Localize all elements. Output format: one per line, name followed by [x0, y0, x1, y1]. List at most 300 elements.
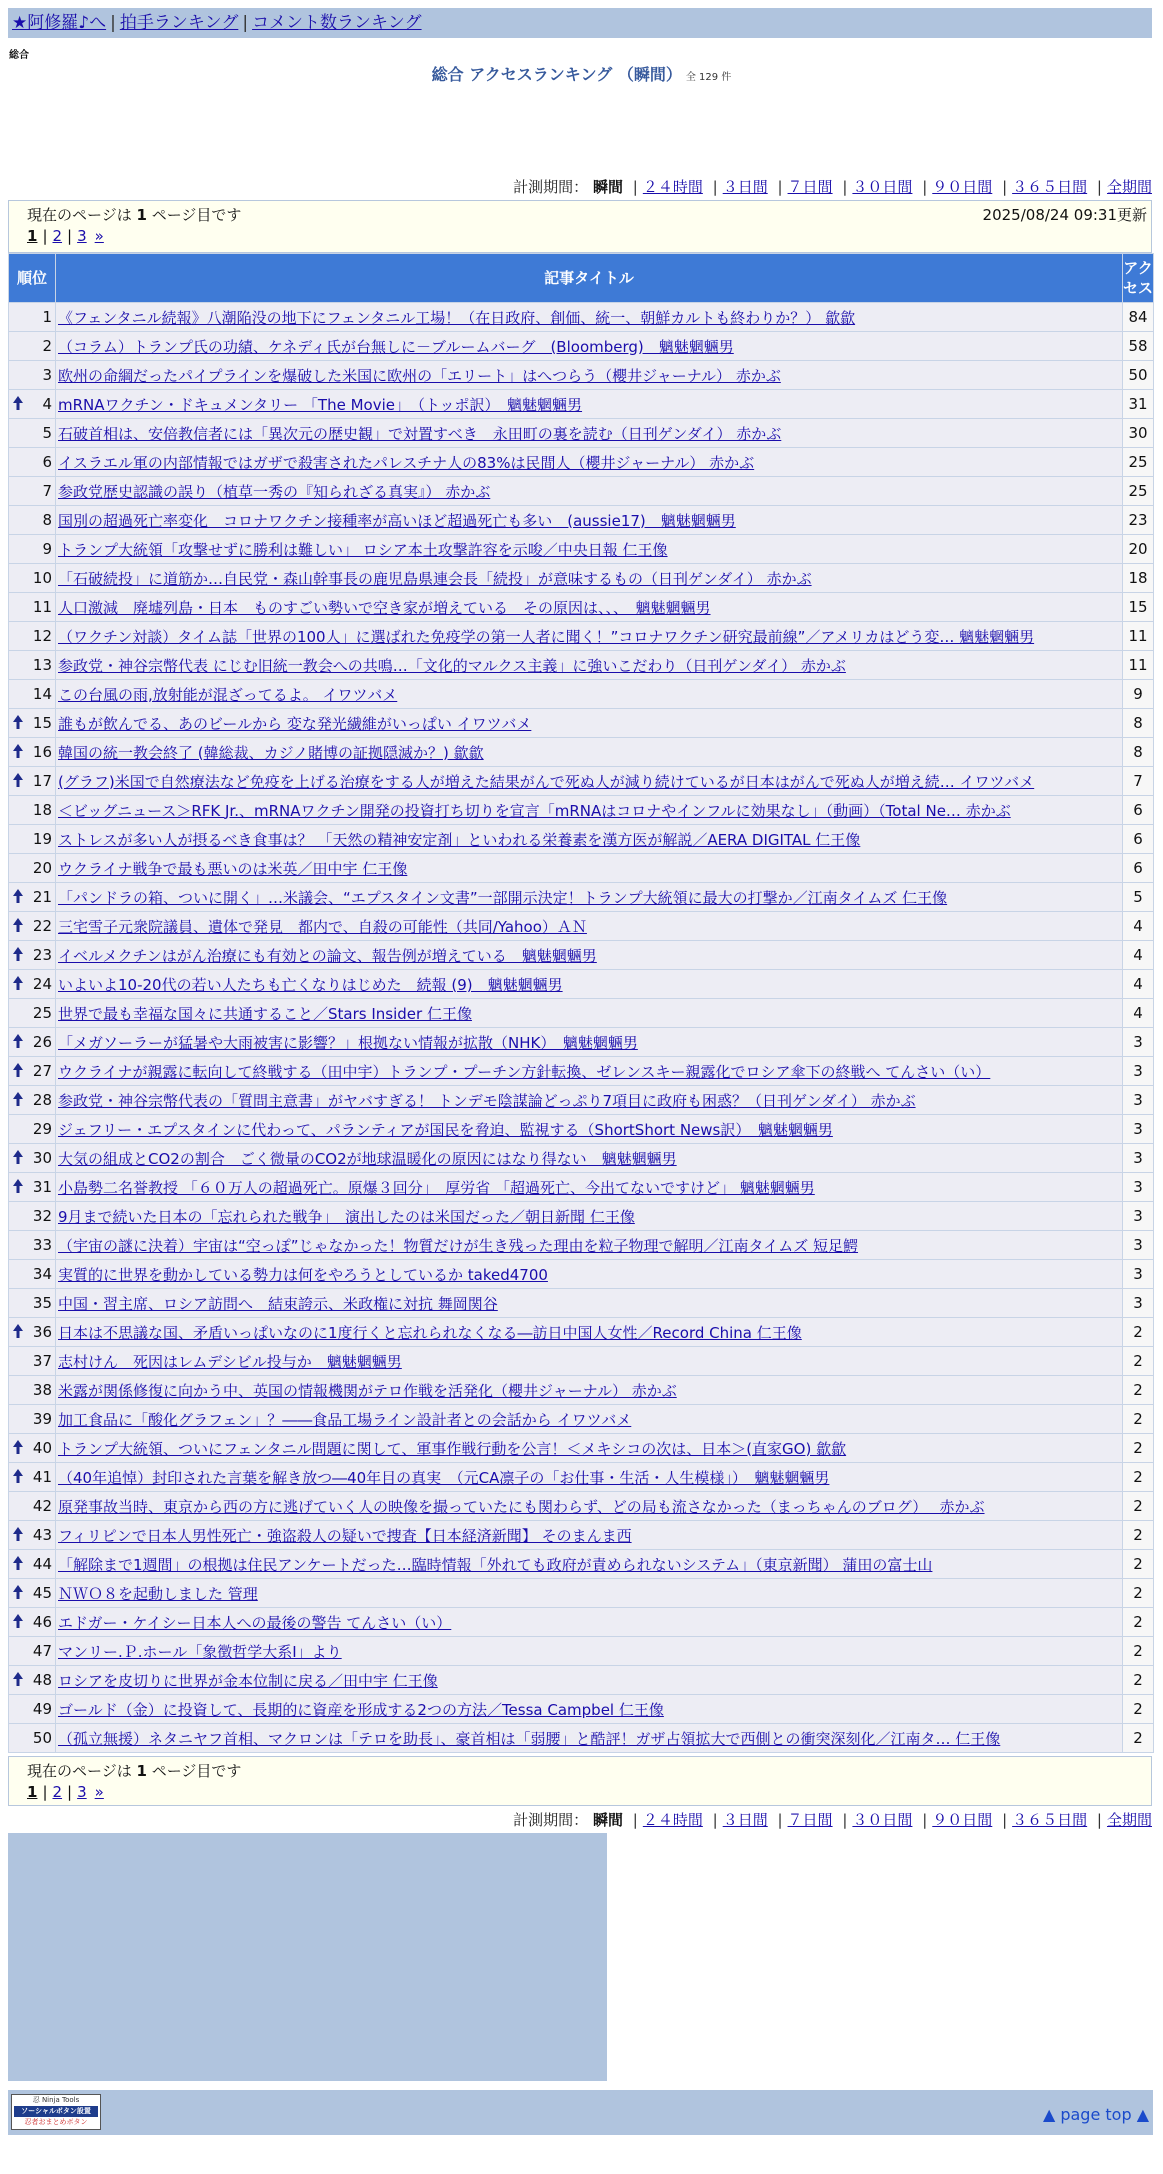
table-row [9, 1405, 1154, 1434]
access-count: 4 [1123, 970, 1154, 999]
rank-number: 3 [42, 366, 52, 384]
pager-current: 1 [27, 227, 38, 245]
table-row [9, 506, 1154, 535]
rank-cell [9, 1405, 56, 1434]
table-row [9, 854, 1154, 883]
rank-cell [9, 622, 56, 651]
rank-cell [9, 1057, 56, 1086]
article-title-link[interactable]: 人口激減 廃墟列島・日本 ものすごい勢いで空き家が増えている その原因は、、、 魑魅魍魎男 [58, 598, 711, 617]
rank-up-arrow-icon [12, 1033, 24, 1049]
rank-number: 38 [32, 1381, 52, 1399]
header-rank: 順位 [9, 254, 56, 303]
rank-cell [9, 332, 56, 361]
rank-up-arrow-icon [12, 1178, 24, 1194]
table-row [9, 1695, 1154, 1724]
nav-separator: | [242, 13, 249, 33]
rank-cell [9, 1637, 56, 1666]
rank-cell [9, 1695, 56, 1724]
rank-cell [9, 854, 56, 883]
table-row [9, 1492, 1154, 1521]
period-option-all[interactable]: 全期間 [1106, 1811, 1152, 1829]
page-info-bottom [8, 1756, 1152, 1806]
article-title-link[interactable]: 「パンドラの箱、ついに開く」…米議会、“エプスタイン文書”一部開示決定！トランプ大統領に最大の打撃か／江南タイムズ 仁王像 [58, 888, 948, 907]
table-row [9, 448, 1154, 477]
access-count: 3 [1123, 1115, 1154, 1144]
period-selector-bottom [513, 1809, 1152, 1830]
table-row [9, 1376, 1154, 1405]
article-title-link[interactable]: 世界で最も幸福な国々に共通すること／Stars Insider 仁王像 [58, 1004, 472, 1023]
table-row [9, 1579, 1154, 1608]
rank-cell [9, 680, 56, 709]
rank-number: 36 [32, 1323, 52, 1341]
period-option-30d[interactable]: ３０日間 [852, 1811, 913, 1829]
rank-number: 35 [32, 1294, 52, 1312]
rank-up-arrow-icon [12, 917, 24, 933]
access-count: 3 [1123, 1202, 1154, 1231]
access-count: 3 [1123, 1173, 1154, 1202]
title-cell [56, 361, 1123, 390]
table-row [9, 1202, 1154, 1231]
table-row [9, 1173, 1154, 1202]
table-row [9, 332, 1154, 361]
rank-number: 13 [32, 656, 52, 674]
access-count: 58 [1123, 332, 1154, 361]
top-nav-bar [8, 8, 1152, 38]
title-cell [56, 1463, 1123, 1492]
rank-up-arrow-icon [12, 395, 24, 411]
header-access: アクセス [1123, 254, 1154, 303]
title-cell [56, 1608, 1123, 1637]
rank-cell [9, 361, 56, 390]
table-row [9, 1608, 1154, 1637]
table-row [9, 941, 1154, 970]
rank-cell [9, 1028, 56, 1057]
table-row [9, 651, 1154, 680]
table-row [9, 1637, 1154, 1666]
pager-page-2[interactable]: 2 [52, 1783, 63, 1801]
current-page-text: 現在のページは 1 ページ目です [27, 1762, 242, 1780]
access-count: 23 [1123, 506, 1154, 535]
article-title-link[interactable]: (グラフ)米国で自然療法など免疫を上げる治療をする人が増えた結果がんで死ぬ人が減り続けているが日本はがんで死ぬ人が増え続… イワツバメ [58, 772, 1035, 791]
rank-cell [9, 796, 56, 825]
rank-number: 37 [32, 1352, 52, 1370]
rank-cell [9, 1202, 56, 1231]
table-row [9, 1086, 1154, 1115]
rank-cell [9, 1521, 56, 1550]
pager-page-3[interactable]: 3 [77, 227, 87, 245]
rank-number: 28 [32, 1091, 52, 1109]
rank-number: 49 [32, 1700, 52, 1718]
article-title-link[interactable]: （宇宙の謎に決着）宇宙は“空っぽ”じゃなかった！物質だけが生き残った理由を粒子物理で解明／江南タイムズ 短足鰐 [58, 1236, 859, 1255]
title-cell [56, 1202, 1123, 1231]
article-title-link[interactable]: ジェフリー・エプスタインに代わって、パランティアが国民を脅迫、監視する（ShortShort News訳） 魑魅魍魎男 [58, 1120, 833, 1139]
title-cell [56, 767, 1123, 796]
article-title-link[interactable]: ロシアを皮切りに世界が金本位制に戻る／田中宇 仁王像 [58, 1671, 438, 1690]
access-count: 8 [1123, 738, 1154, 767]
access-count: 2 [1123, 1376, 1154, 1405]
article-title-link[interactable]: トランプ大統領、ついにフェンタニル問題に関して、軍事作戦行動を公言！＜メキシコの次は、日本＞(直家GO) 歙歙 [58, 1439, 847, 1458]
rank-cell [9, 1260, 56, 1289]
period-option-30d[interactable]: ３０日間 [852, 178, 913, 196]
title-cell [56, 593, 1123, 622]
title-cell [56, 999, 1123, 1028]
pager-next[interactable]: » [94, 1783, 104, 1801]
title-cell [56, 477, 1123, 506]
table-row [9, 419, 1154, 448]
rank-up-arrow-icon [12, 1439, 24, 1455]
period-option-90d[interactable]: ９０日間 [932, 178, 993, 196]
rank-up-arrow-icon [12, 1526, 24, 1542]
rank-number: 7 [42, 482, 52, 500]
rank-cell [9, 506, 56, 535]
period-option-7d[interactable]: ７日間 [787, 178, 833, 196]
article-title-link[interactable]: 誰もが飲んでる、あのビールから 変な発光繊維がいっぱい イワツバメ [58, 714, 532, 733]
rank-cell [9, 912, 56, 941]
access-count: 11 [1123, 622, 1154, 651]
rank-cell [9, 564, 56, 593]
rank-number: 21 [32, 888, 52, 906]
article-title-link[interactable]: 「メガソーラーが猛暑や大雨被害に影響？」根拠ない情報が拡散（NHK） 魑魅魍魎男 [58, 1033, 638, 1052]
article-title-link[interactable]: （コラム）トランプ氏の功績、ケネディ氏が台無しに－ブルームバーグ (Bloomberg) 魑魅魍魎男 [58, 337, 734, 356]
table-row [9, 796, 1154, 825]
rank-number: 39 [32, 1410, 52, 1428]
period-separator: | [1096, 1811, 1102, 1829]
rank-up-arrow-icon [12, 946, 24, 962]
rank-number: 42 [32, 1497, 52, 1515]
title-cell [56, 825, 1123, 854]
article-title-link[interactable]: 日本は不思議な国、矛盾いっぱいなのに1度行くと忘れられなくなる―訪日中国人女性／Record China 仁王像 [58, 1323, 802, 1342]
rank-cell [9, 1608, 56, 1637]
rank-number: 43 [32, 1526, 52, 1544]
article-title-link[interactable]: ＮＷＯ８を起動しました 管理 [58, 1584, 258, 1603]
title-cell [56, 303, 1123, 332]
period-current: 瞬間 [592, 178, 623, 196]
rank-cell [9, 1231, 56, 1260]
article-title-link[interactable]: 志村けん 死因はレムデシビル投与か 魑魅魍魎男 [58, 1352, 402, 1371]
article-title-link[interactable]: 「解除まで1週間」の根拠は住民アンケートだった…臨時情報「外れても政府が責められないシステム」（東京新聞） 蒲田の富士山 [58, 1555, 933, 1574]
table-row [9, 709, 1154, 738]
table-row [9, 1115, 1154, 1144]
rank-cell [9, 1550, 56, 1579]
article-title-link[interactable]: 原発事故当時、東京から西の方に逃げていく人の映像を撮っていたにも関わらず、どの局も流さなかった（まっちゃんのブログ） 赤かぶ [58, 1497, 985, 1516]
rank-cell [9, 1463, 56, 1492]
title-cell [56, 332, 1123, 361]
rank-cell [9, 825, 56, 854]
access-count: 2 [1123, 1724, 1154, 1753]
rank-up-arrow-icon [12, 1671, 24, 1687]
article-title-link[interactable]: いよいよ10-20代の若い人たちも亡くなりはじめた 続報 (9) 魑魅魍魎男 [58, 975, 563, 994]
rank-cell [9, 1376, 56, 1405]
rank-cell [9, 1666, 56, 1695]
pager-page-2[interactable]: 2 [52, 227, 63, 245]
title-cell [56, 1376, 1123, 1405]
article-title-link[interactable]: 参政党・神谷宗幣代表 にじむ旧統一教会への共鳴…「文化的マルクス主義」に強いこだわり（日刊ゲンダイ） 赤かぶ [58, 656, 846, 675]
ad-placeholder [8, 1833, 607, 2081]
rank-cell [9, 419, 56, 448]
table-row [9, 1666, 1154, 1695]
period-separator: | [777, 1811, 783, 1829]
period-option-24h[interactable]: ２４時間 [642, 178, 703, 196]
rank-up-arrow-icon [12, 743, 24, 759]
access-count: 2 [1123, 1608, 1154, 1637]
article-title-link[interactable]: （孤立無援）ネタニヤフ首相、マクロンは「テロを助長」、豪首相は「弱腰」と酷評！ガザ占領拡大で西側との衝突深刻化／江南タ… 仁王像 [58, 1729, 1001, 1748]
title-cell [56, 390, 1123, 419]
updated-timestamp: 2025/08/24 09:31更新 [982, 206, 1147, 224]
article-title-link[interactable]: トランプ大統領「攻撃せずに勝利は難しい」 ロシア本土攻撃許容を示唆／中央日報 仁王像 [58, 540, 668, 559]
access-count: 2 [1123, 1637, 1154, 1666]
title-cell [56, 448, 1123, 477]
rank-number: 9 [42, 540, 52, 558]
access-count: 84 [1123, 303, 1154, 332]
title-cell [56, 1057, 1123, 1086]
rank-up-arrow-icon [12, 1091, 24, 1107]
access-count: 2 [1123, 1550, 1154, 1579]
title-cell [56, 1028, 1123, 1057]
title-cell [56, 535, 1123, 564]
rank-cell [9, 1347, 56, 1376]
ninja-tools-social-button[interactable] [11, 2094, 101, 2130]
title-cell [56, 419, 1123, 448]
rank-cell [9, 1144, 56, 1173]
rank-number: 15 [32, 714, 52, 732]
access-count: 5 [1123, 883, 1154, 912]
rank-number: 25 [32, 1004, 52, 1022]
period-separator: | [922, 1811, 928, 1829]
table-row [9, 680, 1154, 709]
title-cell [56, 854, 1123, 883]
rank-number: 11 [32, 598, 52, 616]
applause-ranking-link[interactable]: 拍手ランキング [119, 13, 239, 33]
access-count: 6 [1123, 796, 1154, 825]
pager-separator: | [67, 227, 73, 245]
total-count: 全 129 件 [685, 72, 732, 83]
access-count: 2 [1123, 1318, 1154, 1347]
rank-number: 18 [32, 801, 52, 819]
pager-separator: | [42, 1783, 48, 1801]
rank-cell [9, 1434, 56, 1463]
article-title-link[interactable]: 石破首相は、安倍教信者には「異次元の歴史観」で対置すべき 永田町の裏を読む（日刊ゲンダイ） 赤かぶ [58, 424, 782, 443]
rank-number: 17 [32, 772, 52, 790]
table-row [9, 1347, 1154, 1376]
rank-number: 4 [42, 395, 52, 413]
title-cell [56, 1724, 1123, 1753]
title-cell [56, 564, 1123, 593]
article-title-link[interactable]: 実質的に世界を動かしている勢力は何をやろうとしているか taked4700 [58, 1265, 548, 1284]
rank-up-arrow-icon [12, 1062, 24, 1078]
article-title-link[interactable]: 米露が関係修復に向かう中、英国の情報機関がテロ作戦を活発化（櫻井ジャーナル） 赤かぶ [58, 1381, 677, 1400]
title-cell [56, 1550, 1123, 1579]
title-cell [56, 796, 1123, 825]
page-title-block [0, 62, 1163, 85]
period-option-90d[interactable]: ９０日間 [932, 1811, 993, 1829]
article-title-link[interactable]: 国別の超過死亡率変化 コロナワクチン接種率が高いほど超過死亡も多い (aussie17) 魑魅魍魎男 [58, 511, 736, 530]
article-title-link[interactable]: ウクライナ戦争で最も悪いのは米英／田中宇 仁王像 [58, 859, 408, 878]
title-cell [56, 970, 1123, 999]
period-option-all[interactable]: 全期間 [1106, 178, 1152, 196]
table-row [9, 1144, 1154, 1173]
access-count: 25 [1123, 477, 1154, 506]
article-title-link[interactable]: マンリー.Ｐ.ホール「象徴哲学大系Ⅰ」より [58, 1642, 342, 1661]
table-row [9, 477, 1154, 506]
article-title-link[interactable]: 欧州の命綱だったパイプラインを爆破した米国に欧州の「エリート」はへつらう（櫻井ジャーナル） 赤かぶ [58, 366, 781, 385]
ninja-social-text: ソーシャルボタン設置 [14, 2106, 98, 2117]
article-title-link[interactable]: 参政党歴史認識の誤り（植草一秀の『知られざる真実』） 赤かぶ [58, 482, 491, 501]
article-title-link[interactable]: 中国・習主席、ロシア訪問へ 結束誇示、米政権に対抗 舞岡関谷 [58, 1294, 498, 1313]
rank-number: 19 [32, 830, 52, 848]
article-title-link[interactable]: 小島勢二名誉教授 「６０万人の超過死亡。原爆３回分」 厚労省 「超過死亡、今出てないですけど」 魑魅魍魎男 [58, 1178, 815, 1197]
page-top-link[interactable]: ▲ page top ▲ [1042, 2105, 1149, 2124]
table-row [9, 1724, 1154, 1753]
access-count: 2 [1123, 1463, 1154, 1492]
rank-number: 26 [32, 1033, 52, 1051]
period-option-7d[interactable]: ７日間 [787, 1811, 833, 1829]
access-count: 7 [1123, 767, 1154, 796]
footer-bar [8, 2090, 1153, 2135]
table-row [9, 1318, 1154, 1347]
article-title-link[interactable]: 加工食品に「酸化グラフェン」？――食品工場ライン設計者との会話から イワツバメ [58, 1410, 632, 1429]
table-row [9, 593, 1154, 622]
rank-number: 8 [42, 511, 52, 529]
period-option-365d[interactable]: ３６５日間 [1012, 178, 1088, 196]
rank-number: 40 [32, 1439, 52, 1457]
title-cell [56, 1521, 1123, 1550]
period-current: 瞬間 [592, 1811, 623, 1829]
article-title-link[interactable]: （ワクチン対談）タイム誌「世界の100人」に選ばれた免疫学の第一人者に聞く！”コロナワクチン研究最前線”／アメリカはどう変… 魑魅魍魎男 [58, 627, 1035, 646]
article-title-link[interactable]: この台風の雨,放射能が混ざってるよ。 イワツバメ [58, 685, 398, 704]
rank-number: 6 [42, 453, 52, 471]
article-title-link[interactable]: mRNAワクチン・ドキュメンタリー 「The Movie」 （トッポ訳） 魑魅魍魎男 [58, 395, 583, 414]
access-count: 3 [1123, 1289, 1154, 1318]
article-title-link[interactable]: フィリピンで日本人男性死亡・強盗殺人の疑いで捜査【日本経済新聞】 そのまんま西 [58, 1526, 632, 1545]
rank-cell [9, 1115, 56, 1144]
article-title-link[interactable]: （40年追悼）封印された言葉を解き放つ―40年目の真実 （元CA凛子の「お仕事・生活・人生模様」） 魑魅魍魎男 [58, 1468, 830, 1487]
title-cell [56, 738, 1123, 767]
rank-number: 10 [32, 569, 52, 587]
period-label: 計測期間： [513, 178, 589, 196]
access-count: 2 [1123, 1347, 1154, 1376]
period-option-365d[interactable]: ３６５日間 [1012, 1811, 1088, 1829]
table-row [9, 1289, 1154, 1318]
rank-number: 32 [32, 1207, 52, 1225]
period-separator: | [1002, 1811, 1008, 1829]
table-row [9, 622, 1154, 651]
pager-page-3[interactable]: 3 [77, 1783, 87, 1801]
period-option-3d[interactable]: ３日間 [722, 178, 768, 196]
rank-number: 44 [32, 1555, 52, 1573]
access-count: 4 [1123, 941, 1154, 970]
article-title-link[interactable]: 「石破続投」に道筋か…自民党・森山幹事長の鹿児島県連会長「続投」が意味するもの（日刊ゲンダイ） 赤かぶ [58, 569, 812, 588]
rank-number: 45 [32, 1584, 52, 1602]
page-info-top [8, 200, 1152, 253]
rank-number: 12 [32, 627, 52, 645]
rank-number: 16 [32, 743, 52, 761]
period-separator: | [632, 178, 638, 196]
table-row [9, 1260, 1154, 1289]
access-count: 3 [1123, 1028, 1154, 1057]
title-cell [56, 1405, 1123, 1434]
title-cell [56, 651, 1123, 680]
rank-number: 46 [32, 1613, 52, 1631]
access-count: 4 [1123, 999, 1154, 1028]
period-separator: | [777, 178, 783, 196]
rank-number: 2 [42, 337, 52, 355]
access-count: 50 [1123, 361, 1154, 390]
rank-number: 30 [32, 1149, 52, 1167]
rank-cell [9, 535, 56, 564]
article-title-link[interactable]: エドガー・ケイシー日本人への最後の警告 てんさい（い） [58, 1613, 452, 1632]
rank-up-arrow-icon [12, 1613, 24, 1629]
article-title-link[interactable]: 三宅雪子元衆院議員、遺体で発見 都内で、自殺の可能性（共同/Yahoo）ＡＮ [58, 917, 587, 936]
rank-number: 33 [32, 1236, 52, 1254]
access-count: 2 [1123, 1521, 1154, 1550]
rank-up-arrow-icon [12, 1555, 24, 1571]
period-option-3d[interactable]: ３日間 [722, 1811, 768, 1829]
article-title-link[interactable]: 大気の組成とCO2の割合 ごく微量のCO2が地球温暖化の原因にはなり得ない 魑魅魍魎男 [58, 1149, 677, 1168]
title-cell [56, 1318, 1123, 1347]
period-separator: | [842, 178, 848, 196]
title-cell [56, 1434, 1123, 1463]
table-row [9, 361, 1154, 390]
rank-cell [9, 303, 56, 332]
rank-cell [9, 1289, 56, 1318]
rank-up-arrow-icon [12, 772, 24, 788]
access-count: 6 [1123, 854, 1154, 883]
article-title-link[interactable]: 《フェンタニル続報》八潮陥没の地下にフェンタニル工場！（在日政府、創価、統一、朝鮮カルトも終わりか？） 歙歙 [58, 308, 856, 327]
rank-up-arrow-icon [12, 1468, 24, 1484]
comment-ranking-link[interactable]: コメント数ランキング [252, 13, 422, 33]
table-row [9, 825, 1154, 854]
article-title-link[interactable]: イスラエル軍の内部情報ではガザで殺害されたパレスチナ人の83%は民間人（櫻井ジャーナル） 赤かぶ [58, 453, 755, 472]
title-cell [56, 1637, 1123, 1666]
ninja-omatome-text: 忍者おまとめボタン [24, 2118, 88, 2126]
rank-cell [9, 709, 56, 738]
category-label: 総合 [9, 50, 29, 61]
access-count: 2 [1123, 1405, 1154, 1434]
article-title-link[interactable]: ＜ビッグニュース＞RFK Jr.、mRNAワクチン開発の投資打ち切りを宣言「mRNAはコロナやインフルに効果なし」（動画）（Total Ne… 赤かぶ [58, 801, 1011, 820]
article-title-link[interactable]: ストレスが多い人が摂るべき食事は？ 「天然の精神安定剤」といわれる栄養素を漢方医が解説／AERA DIGITAL 仁王像 [58, 830, 861, 849]
access-count: 2 [1123, 1492, 1154, 1521]
access-count: 2 [1123, 1579, 1154, 1608]
access-count: 18 [1123, 564, 1154, 593]
article-title-link[interactable]: ウクライナが親露に転向して終戦する（田中宇）トランプ・プーチン方針転換、ゼレンスキー親露化でロシア傘下の終戦へ てんさい（い） [58, 1062, 991, 1081]
article-title-link[interactable]: ゴールド（金）に投資して、長期的に資産を形成する2つの方法／Tessa Campbel 仁王像 [58, 1700, 664, 1719]
title-cell [56, 622, 1123, 651]
article-title-link[interactable]: 参政党・神谷宗幣代表の「質問主意書」がヤバすぎる！ トンデモ陰謀論どっぷり7項目に政府も困惑？（日刊ゲンダイ） 赤かぶ [58, 1091, 916, 1110]
article-title-link[interactable]: イベルメクチンはがん治療にも有効との論文、報告例が増えている 魑魅魍魎男 [58, 946, 597, 965]
rank-cell [9, 448, 56, 477]
pager [27, 227, 104, 245]
rank-cell [9, 593, 56, 622]
table-row [9, 912, 1154, 941]
rank-cell [9, 1492, 56, 1521]
rank-cell [9, 1318, 56, 1347]
article-title-link[interactable]: 韓国の統一教会終了 (韓総裁、カジノ賭博の証拠隠滅か？) 歙歙 [58, 743, 484, 762]
access-count: 3 [1123, 1086, 1154, 1115]
rank-number: 41 [32, 1468, 52, 1486]
home-link[interactable]: ★阿修羅♪へ [12, 13, 107, 33]
title-cell [56, 680, 1123, 709]
period-option-24h[interactable]: ２４時間 [642, 1811, 703, 1829]
title-cell [56, 506, 1123, 535]
pager-next[interactable]: » [94, 227, 104, 245]
pager-separator: | [67, 1783, 73, 1801]
rank-number: 29 [32, 1120, 52, 1138]
rank-cell [9, 767, 56, 796]
access-count: 2 [1123, 1695, 1154, 1724]
title-cell [56, 1695, 1123, 1724]
ranking-table [8, 253, 1154, 1753]
article-title-link[interactable]: 9月まで続いた日本の「忘れられた戦争」 演出したのは米国だった／朝日新聞 仁王像 [58, 1207, 635, 1226]
